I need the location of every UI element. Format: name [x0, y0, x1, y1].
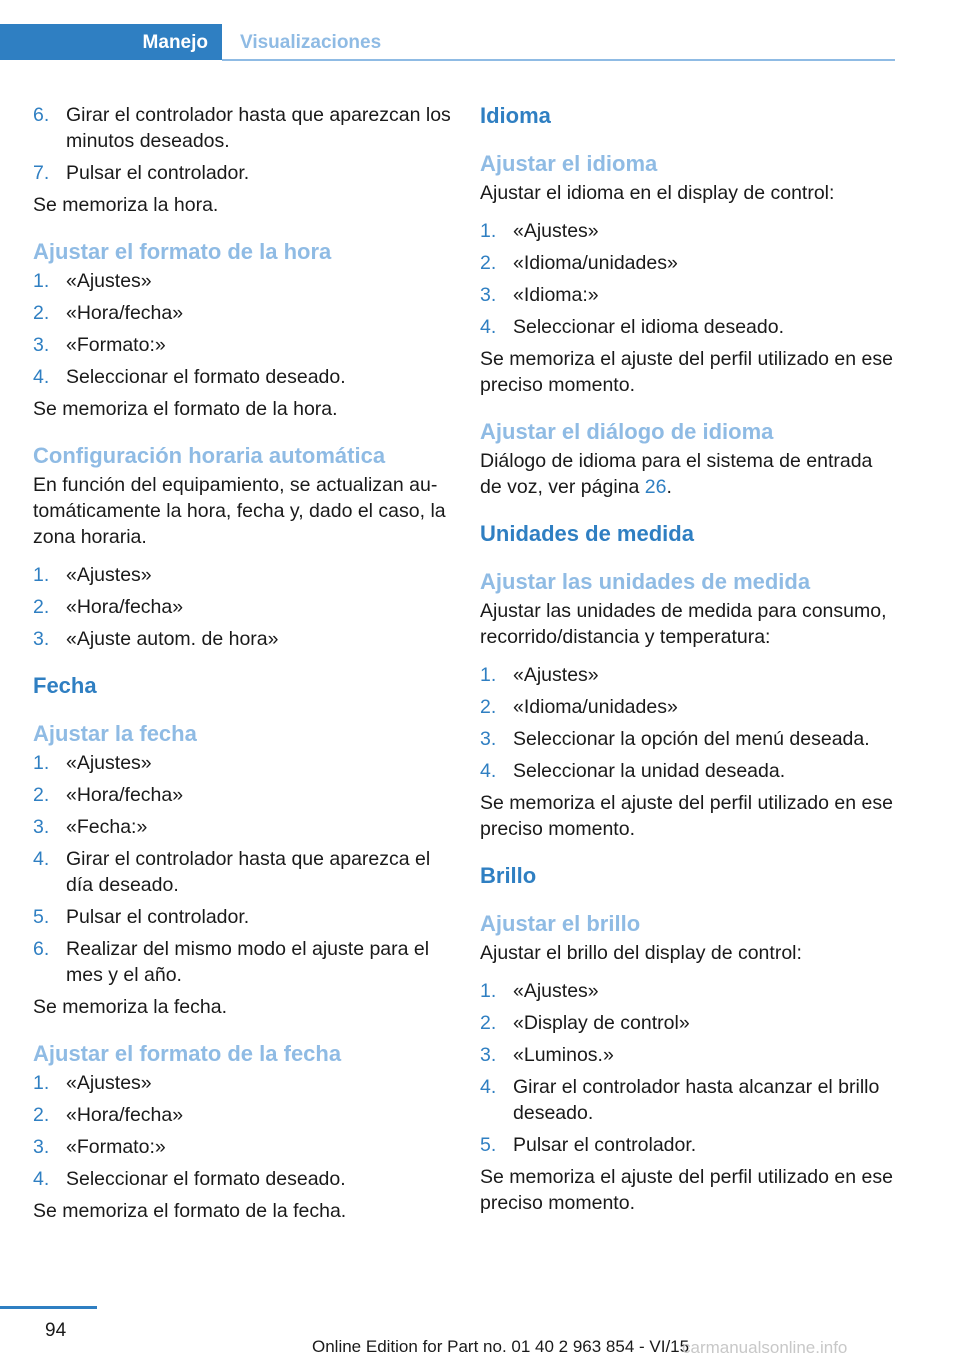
step-text: Girar el controlador hasta que aparezcan los minutos deseados. — [66, 104, 451, 152]
list-item — [33, 364, 453, 390]
step-number: 7. — [33, 162, 50, 184]
step-number: 6. — [33, 104, 50, 126]
step-text: Girar el controlador hasta que aparezca el día deseado. — [66, 848, 431, 896]
step-number: 3. — [480, 284, 497, 306]
list-item — [33, 160, 453, 186]
list-item — [33, 562, 453, 588]
page-header — [0, 24, 895, 62]
step-text: «Luminos.» — [513, 1044, 614, 1066]
step-number: 4. — [480, 316, 497, 338]
page-number: 94 — [45, 1320, 67, 1341]
step-number: 4. — [33, 366, 50, 388]
list-item — [480, 1074, 895, 1126]
list-item — [33, 332, 453, 358]
step-number: 1. — [480, 980, 497, 1002]
list-item — [33, 102, 453, 154]
step-number: 3. — [33, 628, 50, 650]
step-text: Seleccionar la unidad deseada. — [513, 760, 786, 782]
step-number: 2. — [480, 252, 497, 274]
steps-list — [480, 218, 895, 340]
body-text: Se memoriza el ajuste del perfil utilizado en ese preciso momento. — [480, 348, 893, 396]
step-number: 4. — [33, 1168, 50, 1190]
step-number: 5. — [480, 1134, 497, 1156]
step-text: «Idioma/unidades» — [513, 696, 678, 718]
step-number: 2. — [480, 1012, 497, 1034]
step-text: «Ajuste autom. de hora» — [66, 628, 279, 650]
step-text: «Ajustes» — [513, 220, 599, 242]
body-text-part: . — [666, 476, 672, 498]
list-item — [33, 594, 453, 620]
list-item — [33, 846, 453, 898]
left-column — [33, 102, 453, 1224]
section-tab-visualizaciones[interactable]: Visualizaciones — [240, 32, 382, 53]
list-item — [480, 694, 895, 720]
body-text: Ajustar el idioma en el display de control: — [480, 182, 835, 204]
list-item — [480, 314, 895, 340]
step-number: 2. — [33, 1104, 50, 1126]
subheading: Ajustar el idioma — [480, 151, 658, 176]
steps-list — [33, 102, 453, 186]
step-text: «Hora/fecha» — [66, 784, 184, 806]
steps-list — [480, 978, 895, 1158]
step-number: 6. — [33, 938, 50, 960]
step-number: 3. — [480, 728, 497, 750]
body-text-part: Diálogo de idioma para el sistema de entrada de voz, ver página — [480, 450, 873, 498]
subheading: Ajustar el brillo — [480, 911, 641, 936]
step-text: Seleccionar el formato deseado. — [66, 1168, 346, 1190]
list-item — [33, 1070, 453, 1096]
step-text: «Ajustes» — [66, 752, 152, 774]
step-number: 2. — [33, 302, 50, 324]
list-item — [33, 750, 453, 776]
step-text: Realizar del mismo modo el ajuste para el mes y el año. — [66, 938, 430, 986]
list-item — [480, 250, 895, 276]
page-link[interactable]: 26 — [644, 476, 667, 498]
step-text: Seleccionar la opción del menú deseada. — [513, 728, 870, 750]
list-item — [480, 218, 895, 244]
steps-list — [33, 1070, 453, 1192]
step-number: 1. — [33, 270, 50, 292]
body-text: Se memoriza el formato de la fecha. — [33, 1200, 347, 1222]
step-text: «Ajustes» — [513, 664, 599, 686]
list-item — [33, 300, 453, 326]
list-item — [480, 978, 895, 1004]
list-item — [33, 1166, 453, 1192]
body-text: Se memoriza el ajuste del perfil utilizado en ese preciso momento. — [480, 1166, 893, 1214]
list-item — [480, 758, 895, 784]
subheading: Ajustar las unidades de medida — [480, 569, 811, 594]
section-tab-manejo[interactable] — [0, 24, 222, 60]
section-heading: Unidades de medida — [480, 521, 694, 546]
step-text: «Hora/fecha» — [66, 302, 184, 324]
step-number: 2. — [480, 696, 497, 718]
subheading: Configuración horaria automática — [33, 443, 386, 468]
steps-list — [33, 268, 453, 390]
step-number: 3. — [33, 1136, 50, 1158]
body-text: En función del equipamiento, se actualizan au-tomáticamente la hora, fecha y, dado el caso, la zona horaria. — [33, 474, 446, 548]
steps-list — [480, 662, 895, 784]
body-text: Ajustar el brillo del display de control: — [480, 942, 802, 964]
step-number: 4. — [480, 760, 497, 782]
step-text: «Idioma/unidades» — [513, 252, 678, 274]
list-item — [480, 1132, 895, 1158]
step-text: Seleccionar el formato deseado. — [66, 366, 346, 388]
body-text: Se memoriza la fecha. — [33, 996, 228, 1018]
step-text: «Ajustes» — [513, 980, 599, 1002]
step-number: 1. — [33, 564, 50, 586]
subheading: Ajustar el formato de la fecha — [33, 1041, 342, 1066]
list-item — [33, 1134, 453, 1160]
body-text: Se memoriza el ajuste del perfil utilizado en ese preciso momento. — [480, 792, 893, 840]
steps-list — [33, 562, 453, 652]
body-text — [480, 448, 895, 500]
step-text: Seleccionar el idioma deseado. — [513, 316, 785, 338]
step-text: «Ajustes» — [66, 270, 152, 292]
step-text: «Hora/fecha» — [66, 1104, 184, 1126]
step-number: 1. — [480, 664, 497, 686]
step-number: 3. — [480, 1044, 497, 1066]
watermark: carmanualsonline.info — [682, 1338, 848, 1357]
list-item — [480, 1010, 895, 1036]
list-item — [480, 1042, 895, 1068]
step-number: 1. — [480, 220, 497, 242]
section-heading: Idioma — [480, 103, 551, 128]
step-number: 5. — [33, 906, 50, 928]
list-item — [33, 782, 453, 808]
edition-text: Online Edition for Part no. 01 40 2 963 854 - VI/15 — [312, 1337, 690, 1356]
step-number: 3. — [33, 334, 50, 356]
subheading: Ajustar el formato de la hora — [33, 239, 332, 264]
body-text: Ajustar las unidades de medida para consumo, recorrido/distancia y temperatura: — [480, 600, 887, 648]
section-tab-label: Manejo — [142, 32, 208, 53]
step-text: Pulsar el controlador. — [66, 162, 250, 184]
list-item — [33, 268, 453, 294]
step-text: «Display de control» — [513, 1012, 690, 1034]
step-text: Girar el controlador hasta alcanzar el brillo deseado. — [513, 1076, 880, 1124]
step-text: «Idioma:» — [513, 284, 599, 306]
header-rule — [222, 59, 895, 61]
step-number: 4. — [33, 848, 50, 870]
list-item — [33, 904, 453, 930]
footer-rule — [0, 1306, 97, 1309]
list-item — [480, 282, 895, 308]
list-item — [33, 814, 453, 840]
step-text: «Ajustes» — [66, 564, 152, 586]
step-text: «Hora/fecha» — [66, 596, 184, 618]
step-text: Pulsar el controlador. — [66, 906, 250, 928]
step-text: «Fecha:» — [66, 816, 148, 838]
body-text: Se memoriza el formato de la hora. — [33, 398, 338, 420]
right-column — [480, 102, 895, 1216]
list-item — [33, 936, 453, 988]
subheading: Ajustar la fecha — [33, 721, 197, 746]
body-text: Se memoriza la hora. — [33, 194, 219, 216]
step-number: 1. — [33, 1072, 50, 1094]
list-item — [480, 662, 895, 688]
list-item — [480, 726, 895, 752]
section-heading: Brillo — [480, 863, 537, 888]
step-text: «Formato:» — [66, 334, 166, 356]
list-item — [33, 626, 453, 652]
steps-list — [33, 750, 453, 988]
step-number: 4. — [480, 1076, 497, 1098]
step-number: 2. — [33, 596, 50, 618]
step-number: 1. — [33, 752, 50, 774]
step-text: «Formato:» — [66, 1136, 166, 1158]
section-heading: Fecha — [33, 673, 97, 698]
step-number: 3. — [33, 816, 50, 838]
step-number: 2. — [33, 784, 50, 806]
step-text: Pulsar el controlador. — [513, 1134, 697, 1156]
list-item — [33, 1102, 453, 1128]
step-text: «Ajustes» — [66, 1072, 152, 1094]
subheading: Ajustar el diálogo de idioma — [480, 419, 774, 444]
